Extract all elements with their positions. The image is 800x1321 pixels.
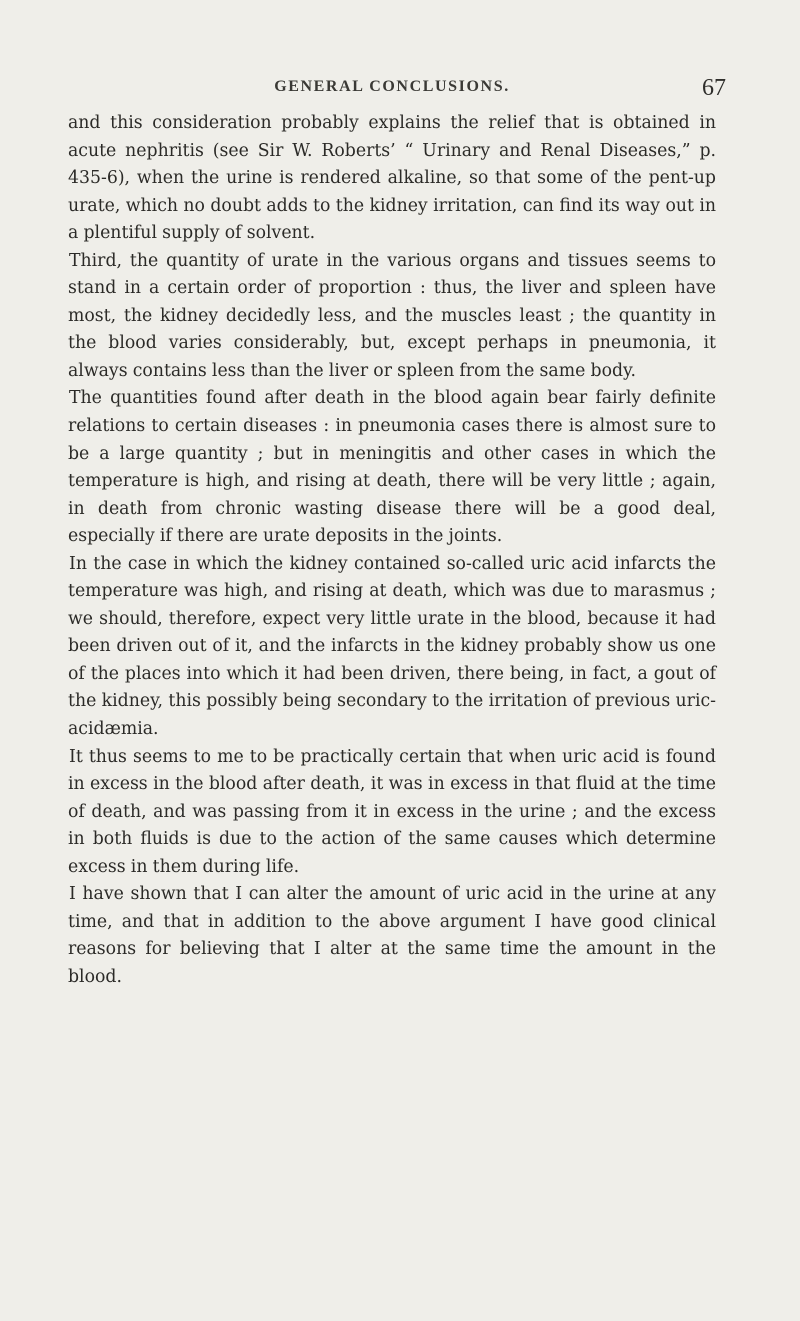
paragraph-5: It thus seems to me to be practically certain that when uric acid is found in excess in the blood after death, it was in excess in that fluid at the time of death, and was passing from it in excess in the urine ; and the excess in both fluids is due to the action of the same causes which determine excess in them during life. [68, 746, 716, 877]
running-head [68, 75, 726, 104]
paragraph-1: and this consideration probably explains the relief that is obtained in acute nephritis (see Sir W. Roberts’ “ Urinary and Renal Diseases,” p. 435-6), when the urine is rendered alkaline, so that some of the pent-up urate, which no doubt adds to the kidney irritation, can find its way out in a plentiful supply of solvent. [68, 113, 716, 244]
paragraph-6: I have shown that I can alter the amount of uric acid in the urine at any time, and that in addition to the above argument I have good clinical reasons for believing that I alter at the same time the amount in the blood. [68, 884, 716, 987]
running-title: GENERAL CONCLUSIONS. [274, 78, 510, 95]
paragraph-2: Third, the quantity of urate in the various organs and tissues seems to stand in a certain order of proportion : thus, the liver and spleen have most, the kidney decidedly less, and the muscles least ; the quantity in the blood varies considerably, but, except perhaps in pneumonia, it always contains less than the liver or spleen from the same body. [68, 250, 716, 381]
paragraph-4: In the case in which the kidney contained so-called uric acid infarcts the temperature was high, and rising at death, which was due to marasmus ; we should, therefore, expect very little urate in the blood, because it had been driven out of it, and the infarcts in the kidney probably show us one of the places into which it had been driven, there being, in fact, a gout of the kidney, this possibly being secondary to the irritation of previous uric-acidæmia. [68, 553, 716, 740]
page-number: 67 [702, 75, 726, 101]
paragraph-3: The quantities found after death in the blood again bear fairly definite relations to certain diseases : in pneumonia cases there is almost sure to be a large quantity ; but in meningitis and other cases in which the temperature is high, and rising at death, there will be very little ; again, in death from chronic wasting disease there will be a good deal, especially if there are urate deposits in the joints. [68, 388, 716, 547]
body-text [68, 110, 716, 992]
